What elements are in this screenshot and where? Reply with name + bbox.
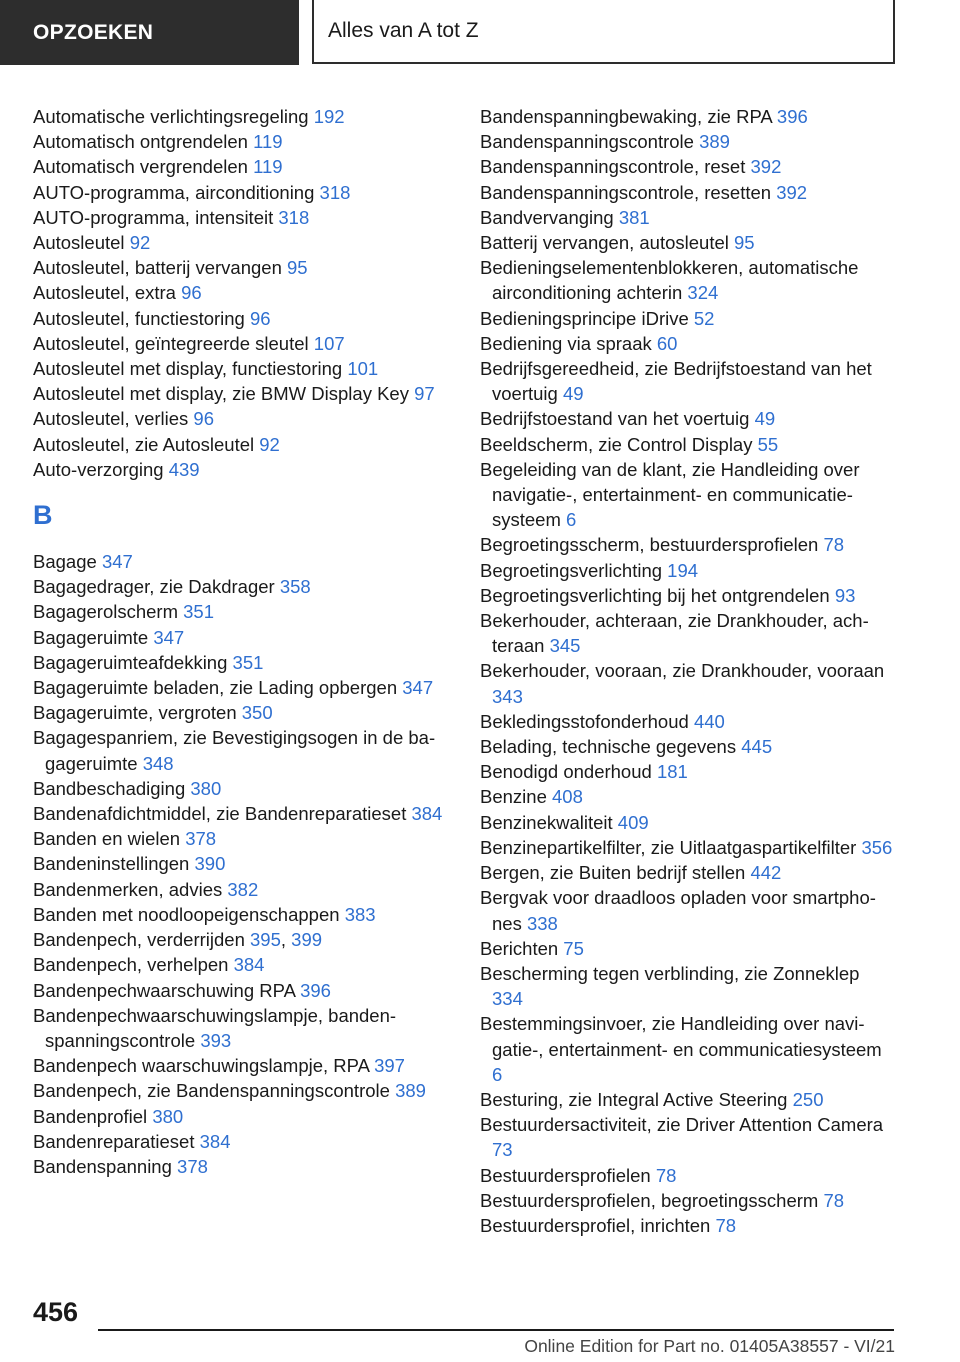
index-entry — [480, 331, 895, 356]
index-entry-text: Bandeninstellingen — [33, 853, 190, 875]
index-entry-text: Bandenreparatieset — [33, 1130, 195, 1152]
index-entry — [480, 835, 895, 860]
page-reference-link[interactable]: 6 — [492, 1063, 503, 1085]
page-reference-link[interactable]: 334 — [492, 988, 523, 1010]
index-entry — [480, 154, 895, 179]
index-entry-text: Bandenpech waarschuwingslampje, RPA — [33, 1055, 369, 1077]
index-entry-text: AUTO-programma, intensiteit — [33, 206, 274, 228]
index-entry — [33, 432, 453, 457]
page-reference-link[interactable]: 119 — [253, 131, 283, 153]
index-entry — [480, 230, 895, 255]
index-entry-text: Bagageruimte beladen, zie Lading opbergen — [33, 677, 398, 699]
edition-note: Online Edition for Part no. 01405A38557 - VI/21 — [524, 1336, 895, 1356]
index-entry: Bandenpech, verderrijden 395, 399 — [33, 929, 323, 951]
index-entry-text: Bagagerolscherm — [33, 601, 178, 623]
page-reference-link[interactable]: 78 — [823, 534, 845, 556]
page-reference-link[interactable]: 347 — [153, 626, 185, 648]
index-entry — [33, 700, 453, 725]
index-entry-text: Bekerhouder, vooraan, zie Drankhouder, vooraan — [480, 660, 885, 682]
page-reference-link[interactable]: 378 — [177, 1155, 208, 1177]
index-entry-text: Bestuurdersprofielen, begroetingsscherm — [480, 1189, 819, 1211]
index-entry-text: Autosleutel met display, zie BMW Display Key — [33, 383, 409, 405]
page-reference-link[interactable]: 383 — [344, 903, 376, 925]
index-entry — [480, 457, 895, 533]
index-entry-text: Bandenspanningbewaking, zie RPA — [480, 106, 772, 127]
chapter-header — [312, 0, 895, 64]
page-reference-link[interactable]: 409 — [617, 811, 649, 833]
index-entry-text: Bandenspanning — [33, 1155, 172, 1177]
index-entry — [33, 255, 453, 280]
page-reference-link[interactable]: 380 — [190, 777, 222, 799]
index-entry — [33, 205, 453, 230]
index-entry — [33, 902, 453, 927]
index-entry — [33, 877, 453, 902]
index-entry — [33, 457, 453, 482]
index-entry-text: Bekerhouder, achteraan, zie Drankhouder, achteraan — [480, 610, 869, 657]
index-entry — [480, 608, 895, 658]
index-entry — [480, 1112, 895, 1162]
index-entry — [33, 725, 453, 775]
page-reference-link[interactable]: 55 — [757, 433, 779, 455]
index-entry — [33, 1003, 453, 1053]
index-entry-text: Belading, technische gegevens — [480, 736, 737, 758]
index-entry-text: Bandenpech, verderrijden — [33, 929, 245, 951]
index-entry-text: Begroetingsverlichting bij het ontgrendelen — [480, 584, 830, 606]
index-column-left — [33, 104, 453, 1179]
index-entry — [33, 650, 453, 675]
index-entry-text: Bagageruimte — [33, 626, 149, 648]
index-entry — [33, 356, 453, 381]
index-entry-text: Bagagespanriem, zie Bevestigingsogen in de bagageruimte — [33, 727, 436, 774]
index-entry-text: Automatisch ontgrendelen — [33, 131, 248, 153]
index-entry — [480, 1213, 895, 1238]
page-reference-link[interactable]: 381 — [618, 206, 650, 228]
index-entry — [480, 658, 895, 708]
page-reference-link[interactable]: 390 — [194, 853, 226, 875]
index-entry-text: Bergvak voor draadloos opladen voor smartphones — [480, 887, 876, 934]
index-entry-text: Bescherming tegen verblinding, zie Zonneklep — [480, 962, 860, 984]
index-entry-text: Bandenafdichtmiddel, zie Bandenreparatieset — [33, 803, 407, 825]
index-entry-text: Benodigd onderhoud — [480, 761, 652, 783]
index-entry — [33, 306, 453, 331]
page-reference-link[interactable]: 101 — [347, 358, 379, 380]
index-entry — [480, 784, 895, 809]
page-reference-link[interactable]: 52 — [693, 307, 715, 329]
page-reference-link[interactable]: 345 — [549, 635, 581, 657]
page-reference-link[interactable]: 392 — [776, 181, 808, 203]
index-entry — [33, 952, 453, 977]
page-reference-link[interactable]: 350 — [241, 702, 273, 724]
index-entry-text: Autosleutel — [33, 232, 125, 254]
index-entry-text: Begroetingsscherm, bestuurdersprofielen — [480, 534, 819, 556]
index-entry-text: Autosleutel, zie Autosleutel — [33, 433, 255, 455]
index-entry — [480, 1087, 895, 1112]
index-entry-text: Automatische verlichtingsregeling — [33, 106, 309, 127]
page-reference-link[interactable]: 442 — [750, 862, 782, 884]
index-entry-text: Bestemmingsinvoer, zie Handleiding over navigatie-, entertainment- en communicatiesysteem — [480, 1013, 882, 1060]
index-entry — [480, 961, 895, 1011]
index-entry-text: Bandenpechwaarschuwing RPA — [33, 979, 295, 1001]
index-entry-text: Besturing, zie Integral Active Steering — [480, 1088, 788, 1110]
page-reference-link[interactable]: 92 — [129, 232, 151, 254]
page-reference-link[interactable]: 96 — [250, 307, 271, 329]
index-entry-text: Bestuurdersprofielen — [480, 1164, 651, 1186]
index-entry-text: Bestuurdersactiviteit, zie Driver Attention Camera — [480, 1114, 884, 1136]
index-entry — [33, 1078, 453, 1103]
index-entry — [480, 432, 895, 457]
index-entry — [33, 776, 453, 801]
page-reference-link[interactable]: 97 — [414, 383, 435, 405]
page-reference-link[interactable]: 356 — [861, 836, 893, 858]
page-reference-link[interactable]: 384 — [199, 1130, 231, 1152]
page-reference-link[interactable]: 380 — [152, 1105, 184, 1127]
index-entry — [33, 406, 453, 431]
page-reference-link[interactable]: 389 — [395, 1080, 426, 1102]
index-entry — [33, 599, 453, 624]
index-entry — [33, 104, 453, 129]
page-reference-link[interactable]: 399 — [291, 929, 323, 951]
page-reference-link[interactable]: 408 — [552, 786, 583, 808]
index-entry — [33, 574, 453, 599]
page-reference-link[interactable]: 382 — [227, 878, 259, 900]
index-entry — [33, 801, 453, 826]
index-entry-text: Auto-verzorging — [33, 458, 164, 480]
index-entry — [480, 1163, 895, 1188]
page-reference-link[interactable]: 78 — [655, 1164, 677, 1186]
page-reference-link[interactable]: 192 — [313, 106, 345, 127]
page-reference-link[interactable]: 78 — [715, 1214, 737, 1236]
index-entry-text: Bekledingsstofonderhoud — [480, 710, 689, 732]
index-entry — [480, 104, 895, 129]
index-entry-text: Bedieningsprincipe iDrive — [480, 307, 689, 329]
page-reference-link[interactable]: 324 — [687, 282, 719, 304]
page-reference-link[interactable]: 378 — [185, 828, 217, 850]
page-reference-link[interactable]: 384 — [411, 803, 443, 825]
page-reference-link[interactable]: 49 — [754, 408, 776, 430]
page-reference-link[interactable]: 396 — [776, 106, 808, 127]
page-reference-link[interactable]: 95 — [287, 257, 308, 279]
index-entry-text: Bandenmerken, advies — [33, 878, 223, 900]
page-reference-link[interactable]: 347 — [402, 677, 434, 699]
index-entry-text: Bandenprofiel — [33, 1105, 148, 1127]
index-entry-text: Bandenpech, zie Bandenspanningscontrole — [33, 1080, 390, 1102]
index-entry-text: Bergen, zie Buiten bedrijf stellen — [480, 862, 746, 884]
index-entry — [480, 759, 895, 784]
page-reference-link[interactable]: 96 — [181, 282, 202, 304]
index-entry-text: Bestuurdersprofiel, inrichten — [480, 1214, 711, 1236]
page-reference-link[interactable]: 6 — [566, 509, 577, 531]
index-entry-text: Banden en wielen — [33, 828, 181, 850]
index-entry-text: Benzinepartikelfilter, zie Uitlaatgaspartikelfilter — [480, 836, 857, 858]
index-column-right — [480, 104, 895, 1238]
index-entry-text: Bandenpechwaarschuwingslampje, bandenspanningscontrole — [33, 1004, 397, 1051]
index-entry-text: Bedrijfsgereedheid, zie Bedrijfstoestand van het voertuig — [480, 358, 872, 405]
index-entry — [33, 154, 453, 179]
index-entry — [480, 583, 895, 608]
chapter-title: Alles van A tot Z — [328, 19, 479, 42]
index-entry-text: Berichten — [480, 937, 559, 959]
index-entry — [480, 205, 895, 230]
index-entry — [33, 1154, 453, 1179]
index-entry — [480, 255, 895, 305]
index-entry — [33, 280, 453, 305]
index-entry-text: Autosleutel, functiestoring — [33, 307, 245, 329]
page-reference-link[interactable]: 95 — [734, 232, 755, 254]
page-reference-link[interactable]: 347 — [101, 551, 133, 573]
page-reference-link[interactable]: 92 — [259, 433, 280, 455]
index-entry-text: AUTO-programma, airconditioning — [33, 181, 315, 203]
index-entry-text: Bandenspanningscontrole, resetten — [480, 181, 772, 203]
page-reference-link[interactable]: 194 — [667, 559, 699, 581]
index-letter-heading: B — [33, 500, 53, 531]
page-reference-link[interactable]: 440 — [693, 710, 725, 732]
page-reference-link[interactable]: 338 — [526, 912, 558, 934]
page-reference-link[interactable]: 75 — [563, 937, 584, 959]
index-entry-text: Benzinekwaliteit — [480, 811, 613, 833]
index-entry — [480, 356, 895, 406]
footer-divider — [98, 1329, 894, 1331]
page-reference-link[interactable]: 439 — [168, 458, 200, 480]
index-entry-text: Bagageruimteafdekking — [33, 651, 228, 673]
page-reference-link[interactable]: 318 — [319, 181, 351, 203]
index-entry — [480, 885, 895, 935]
section-tab — [0, 0, 299, 65]
index-entry-text: Bedieningselementenblokkeren, automatische airconditioning achterin — [480, 257, 859, 304]
section-title: OPZOEKEN — [33, 20, 154, 44]
index-entry-text: Begeleiding van de klant, zie Handleiding over navigatie-, entertainment- en communicatiesysteem — [480, 458, 860, 531]
index-entry — [33, 331, 453, 356]
page-reference-link[interactable]: 393 — [200, 1029, 232, 1051]
index-entry — [33, 978, 453, 1003]
index-entry — [33, 1104, 453, 1129]
index-entry — [480, 306, 895, 331]
page-reference-link[interactable]: 397 — [374, 1055, 405, 1077]
index-entry-text: Bandenspanningscontrole — [480, 131, 694, 153]
index-entry-text: Autosleutel, extra — [33, 282, 176, 304]
page-reference-link[interactable]: 78 — [823, 1189, 845, 1211]
page-reference-link[interactable]: 73 — [492, 1139, 513, 1161]
index-entry — [33, 675, 453, 700]
index-entry-text: Bedrijfstoestand van het voertuig — [480, 408, 750, 430]
index-entry — [33, 851, 453, 876]
page-reference-link[interactable]: 395 — [250, 929, 281, 951]
index-entry — [33, 129, 453, 154]
index-entry — [480, 860, 895, 885]
page-reference-link[interactable]: 93 — [834, 584, 856, 606]
page-reference-link[interactable]: 318 — [278, 206, 310, 228]
index-entry — [480, 558, 895, 583]
index-entry — [480, 180, 895, 205]
index-entry-text: Bagage — [33, 551, 97, 573]
index-entry — [33, 549, 453, 574]
index-entry-text: Autosleutel, verlies — [33, 408, 189, 430]
index-entry-text: Autosleutel, batterij vervangen — [33, 257, 282, 279]
page-reference-link[interactable]: 445 — [741, 736, 773, 758]
index-entry — [480, 406, 895, 431]
index-entry — [33, 230, 453, 255]
page-reference-link[interactable]: 351 — [183, 601, 215, 623]
index-entry — [33, 1129, 453, 1154]
index-entry-text: Begroetingsverlichting — [480, 559, 663, 581]
index-entry — [33, 180, 453, 205]
page-reference-link[interactable]: 343 — [492, 685, 523, 707]
page-reference-link[interactable]: 389 — [699, 131, 730, 153]
index-entry-text: Bediening via spraak — [480, 332, 652, 354]
page-reference-link[interactable]: 119 — [253, 156, 283, 178]
index-entry-text: Automatisch vergrendelen — [33, 156, 248, 178]
index-entry — [480, 709, 895, 734]
page-reference-link[interactable]: 351 — [232, 651, 264, 673]
index-entry-text: Bagageruimte, vergroten — [33, 702, 237, 724]
index-entry — [480, 1011, 895, 1087]
index-entry-text: Bandbeschadiging — [33, 777, 186, 799]
index-entry-text: Bagagedrager, zie Dakdrager — [33, 576, 275, 598]
page-reference-link[interactable]: 107 — [313, 332, 345, 354]
index-entry-text: Beeldscherm, zie Control Display — [480, 433, 753, 455]
page-reference-link[interactable]: 396 — [300, 979, 331, 1001]
page-reference-link[interactable]: 96 — [193, 408, 214, 430]
page-reference-link[interactable]: 384 — [233, 954, 265, 976]
index-entry-text: Bandenpech, verhelpen — [33, 954, 229, 976]
page-reference-link[interactable]: 181 — [656, 761, 688, 783]
index-entry — [480, 1188, 895, 1213]
index-entry — [480, 129, 895, 154]
page-reference-link[interactable]: 49 — [562, 383, 584, 405]
index-entry-text: Banden met noodloopeigenschappen — [33, 903, 340, 925]
index-entry-text: Bandvervanging — [480, 206, 614, 228]
page-reference-link[interactable]: 392 — [750, 156, 782, 178]
index-entry — [480, 532, 895, 557]
index-entry — [33, 625, 453, 650]
index-entry-text: Autosleutel met display, functiestoring — [33, 358, 343, 380]
index-entry-text: Bandenspanningscontrole, reset — [480, 156, 746, 178]
index-entry — [480, 936, 895, 961]
page-reference-link[interactable]: 60 — [656, 332, 678, 354]
index-entry — [33, 381, 453, 406]
index-entry — [480, 810, 895, 835]
index-entry — [33, 1053, 453, 1078]
page-number: 456 — [33, 1297, 79, 1327]
index-entry-text: Autosleutel, geïntegreerde sleutel — [33, 332, 309, 354]
page-reference-link[interactable]: 250 — [792, 1088, 824, 1110]
index-entry — [33, 826, 453, 851]
index-entry-text: Benzine — [480, 786, 547, 808]
page-reference-link[interactable]: 358 — [279, 576, 311, 598]
index-entry-text: Batterij vervangen, autosleutel — [480, 232, 729, 254]
page-reference-link[interactable]: 348 — [142, 752, 174, 774]
index-entry — [480, 734, 895, 759]
